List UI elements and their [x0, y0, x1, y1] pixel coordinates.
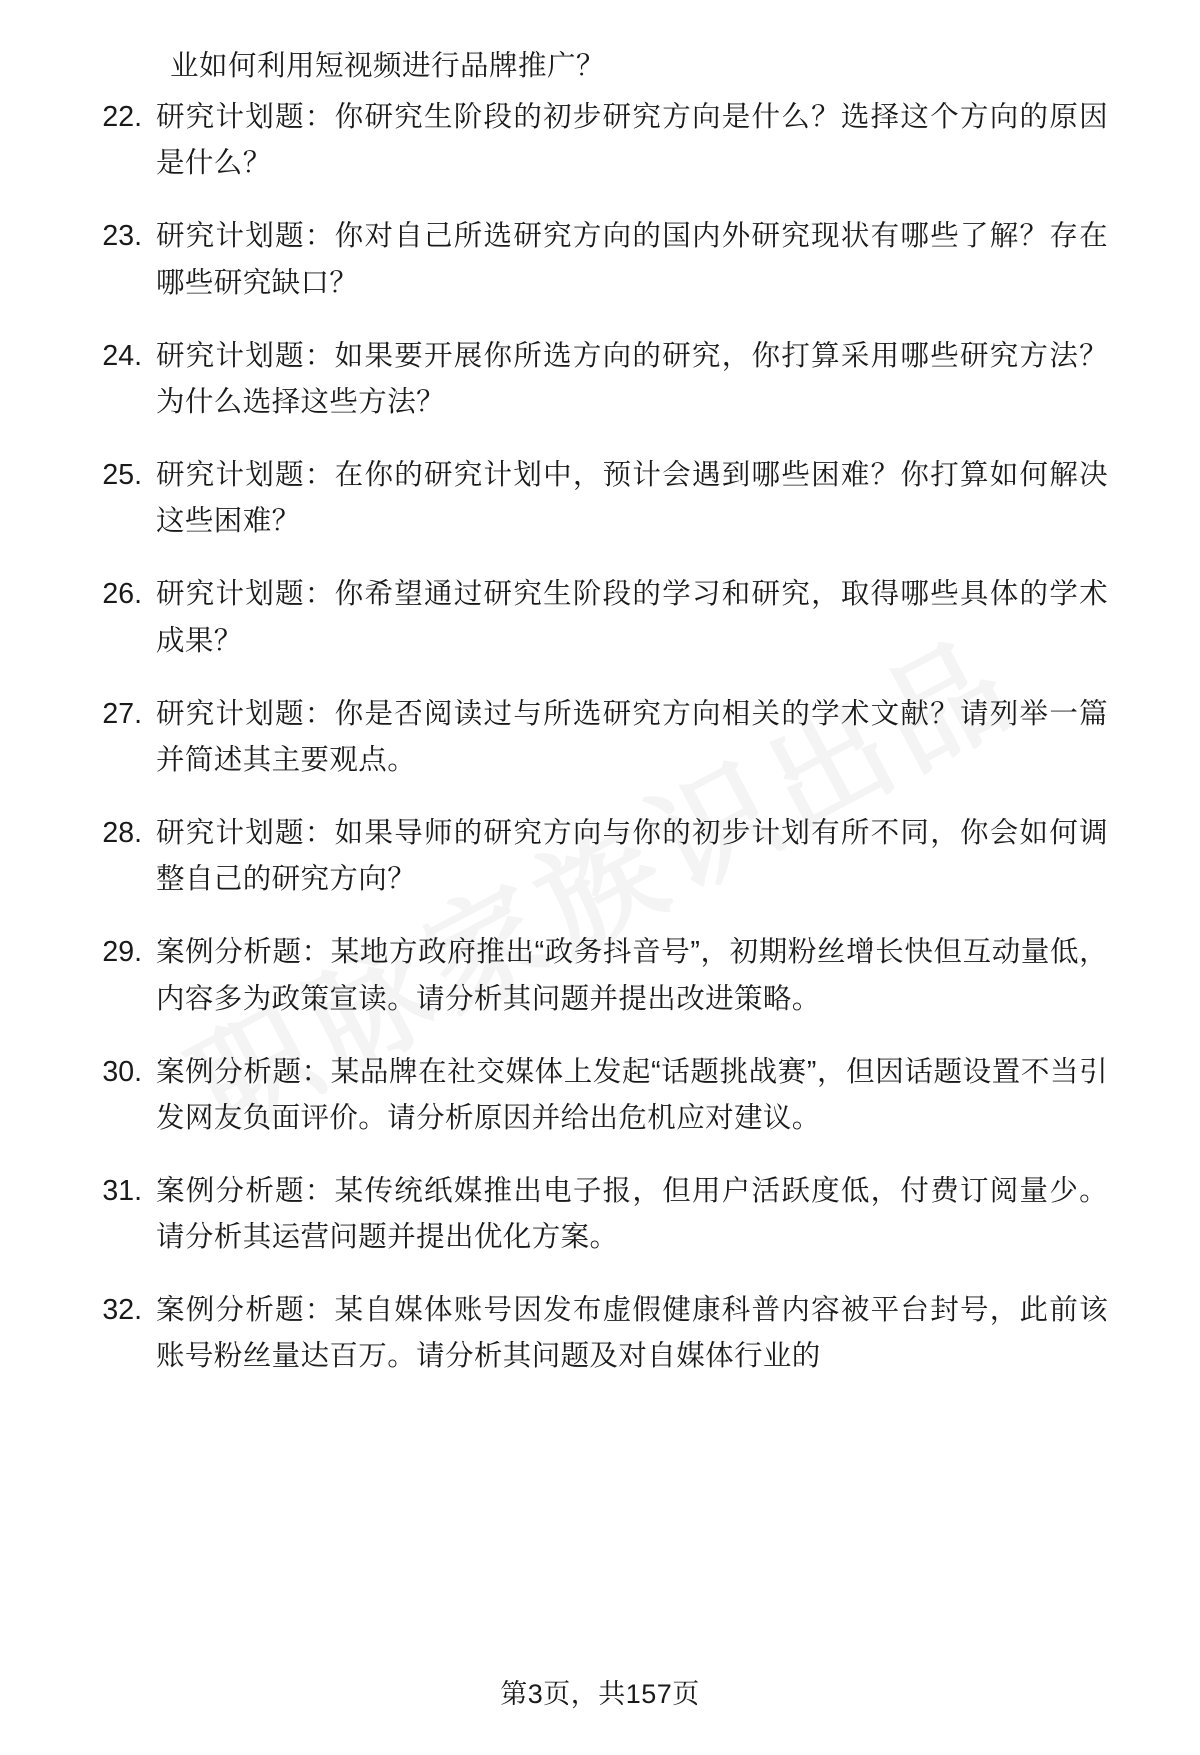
question-text: 研究计划题：你是否阅读过与所选研究方向相关的学术文献？请列举一篇并简述其主要观点。 — [156, 697, 1108, 776]
question-text: 研究计划题：在你的研究计划中，预计会遇到哪些困难？你打算如何解决这些困难？ — [156, 459, 1108, 538]
question-number: 27. — [102, 697, 142, 730]
question-text: 研究计划题：你对自己所选研究方向的国内外研究现状有哪些了解？存在哪些研究缺口？ — [156, 220, 1108, 299]
list-item — [92, 929, 1108, 1021]
question-text: 研究计划题：如果要开展你所选方向的研究，你打算采用哪些研究方法？为什么选择这些方法？ — [156, 339, 1108, 418]
question-text: 案例分析题：某品牌在社交媒体上发起“话题挑战赛”，但因话题设置不当引发网友负面评价。请分析原因并给出危机应对建议。 — [156, 1055, 1108, 1134]
question-text: 研究计划题：如果导师的研究方向与你的初步计划有所不同，你会如何调整自己的研究方向？ — [156, 817, 1108, 896]
question-number: 23. — [102, 220, 142, 253]
list-item — [92, 94, 1108, 186]
page-footer: 第3页，共157页 — [500, 1679, 700, 1709]
question-number: 28. — [102, 817, 142, 850]
question-number: 22. — [102, 101, 142, 134]
question-text: 研究计划题：你研究生阶段的初步研究方向是什么？选择这个方向的原因是什么？ — [156, 101, 1108, 180]
question-number: 25. — [102, 459, 142, 492]
question-text: 案例分析题：某传统纸媒推出电子报，但用户活跃度低，付费订阅量少。请分析其运营问题并提出优化方案。 — [156, 1174, 1108, 1254]
question-text: 案例分析题：某地方政府推出“政务抖音号”，初期粉丝增长快但互动量低，内容多为政策宣读。请分析其问题并提出改进策略。 — [156, 936, 1108, 1015]
list-item — [92, 1049, 1108, 1141]
question-number: 31. — [102, 1174, 142, 1207]
list-item — [92, 333, 1108, 425]
list-item — [92, 691, 1108, 783]
question-text: 研究计划题：你希望通过研究生阶段的学习和研究，取得哪些具体的学术成果？ — [156, 578, 1108, 657]
question-number: 30. — [102, 1055, 142, 1088]
list-item — [92, 1287, 1108, 1379]
continuation-line: 业如何利用短视频进行品牌推广？ — [170, 50, 606, 82]
question-text: 案例分析题：某自媒体账号因发布虚假健康科普内容被平台封号，此前该账号粉丝量达百万。请分析其问题及对自媒体行业的 — [156, 1294, 1108, 1373]
question-number: 26. — [102, 578, 142, 611]
list-item — [92, 571, 1108, 663]
list-item — [92, 810, 1108, 902]
question-number: 24. — [102, 339, 142, 372]
list-item — [92, 1168, 1108, 1260]
question-number: 32. — [102, 1294, 142, 1327]
list-item — [92, 452, 1108, 544]
question-number: 29. — [102, 936, 142, 969]
list-item — [92, 213, 1108, 305]
